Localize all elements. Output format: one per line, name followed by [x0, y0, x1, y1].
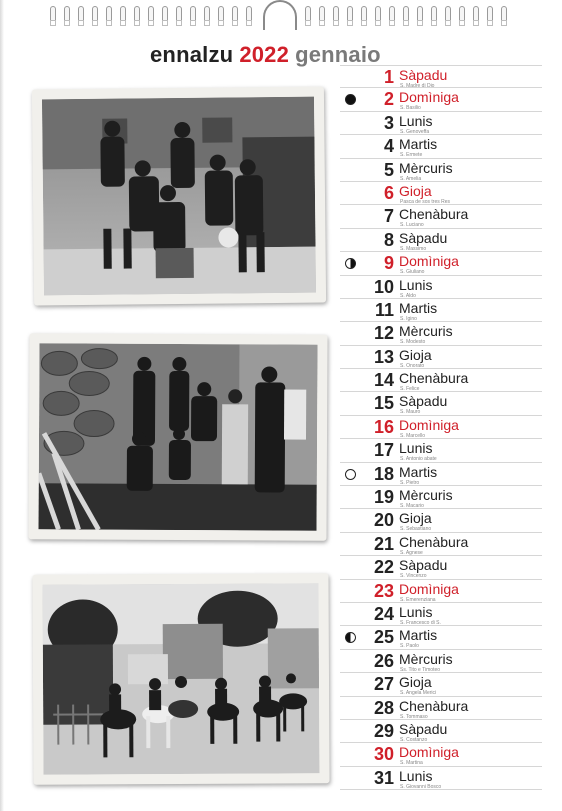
day-row — [340, 299, 542, 322]
day-number: 16 — [373, 416, 394, 437]
moon-phase-full-icon — [345, 469, 356, 480]
binding-hole — [417, 20, 423, 26]
day-number: 23 — [373, 580, 394, 601]
weekday-name: Domìniga — [399, 580, 459, 597]
saint-name: S. Basilio — [400, 105, 421, 112]
day-row — [340, 88, 542, 111]
day-row — [340, 252, 542, 275]
spiral-binding — [0, 0, 562, 40]
binding-hole — [162, 20, 168, 26]
day-row — [340, 276, 542, 299]
weekday-name: Mèrcuris — [399, 159, 453, 176]
binding-hole — [176, 20, 182, 26]
day-row — [340, 463, 542, 486]
hanger-hook-icon — [263, 0, 297, 30]
binding-hole — [487, 20, 493, 26]
moon-phase-last-icon — [345, 632, 356, 643]
saint-name: S. Francesco di S. — [400, 619, 441, 626]
day-number: 7 — [383, 206, 394, 227]
binding-hole — [501, 20, 507, 26]
day-number: 3 — [383, 112, 394, 133]
weekday-name: Martis — [399, 627, 438, 644]
saint-name: S. Marcello — [400, 432, 426, 439]
saint-name: S. Amelia — [400, 175, 422, 182]
binding-hole — [134, 20, 140, 26]
binding-hole — [319, 20, 325, 26]
saint-name: Ss. Tito e Timoteo — [400, 666, 441, 673]
saint-name: S. Pietro — [400, 479, 420, 486]
day-number: 15 — [373, 393, 394, 414]
day-number: 31 — [373, 767, 394, 788]
day-row — [340, 112, 542, 135]
day-row — [340, 486, 542, 509]
weekday-name: Lunis — [399, 767, 433, 784]
moon-phase-first-icon — [345, 258, 356, 269]
binding-hole — [218, 20, 224, 26]
day-row — [340, 533, 542, 556]
binding-hole — [106, 20, 112, 26]
binding-hole — [190, 20, 196, 26]
day-number: 24 — [373, 603, 394, 624]
day-row — [340, 65, 542, 88]
day-row — [340, 743, 542, 766]
saint-name: Pasca de sos tres Res — [400, 198, 451, 205]
day-row — [340, 556, 542, 579]
day-number: 25 — [373, 627, 394, 648]
day-number: 29 — [373, 720, 394, 741]
weekday-name: Lunis — [399, 440, 433, 457]
binding-hole — [445, 20, 451, 26]
saint-name: S. Costanzo — [400, 736, 428, 743]
binding-hole — [403, 20, 409, 26]
saint-name: S. Massimo — [400, 245, 427, 252]
weekday-name: Gioja — [399, 182, 432, 199]
day-row — [340, 697, 542, 720]
binding-hole — [64, 20, 70, 26]
binding-hole — [389, 20, 395, 26]
binding-hole — [92, 20, 98, 26]
family-photo — [28, 333, 327, 541]
saint-name: S. Emerenziana — [400, 596, 436, 603]
saint-name: S. Madre di Dio — [400, 83, 435, 89]
weekday-name: Chenàbura — [399, 697, 469, 714]
binding-hole — [459, 20, 465, 26]
day-number: 9 — [383, 253, 394, 274]
day-row — [340, 626, 542, 649]
day-number: 8 — [383, 229, 394, 250]
saint-name: S. Antonio abate — [400, 456, 437, 463]
binding-hole — [431, 20, 437, 26]
day-row — [340, 205, 542, 228]
saint-name: S. Genoveffa — [400, 128, 430, 135]
day-number: 19 — [373, 487, 394, 508]
day-number: 2 — [383, 89, 394, 110]
saint-name: S. Luciano — [400, 222, 424, 229]
day-number: 12 — [373, 323, 394, 344]
weekday-name: Gioja — [399, 346, 432, 363]
weekday-name: Sàpadu — [399, 67, 448, 83]
day-number: 4 — [383, 136, 394, 157]
saint-name: S. Modesto — [400, 339, 426, 346]
day-number: 10 — [373, 276, 394, 297]
day-number: 28 — [373, 697, 394, 718]
day-number: 13 — [373, 346, 394, 367]
day-row — [340, 767, 542, 790]
day-row — [340, 650, 542, 673]
day-row — [340, 673, 542, 696]
saint-name: S. Martina — [400, 760, 423, 767]
weekday-name: Chenàbura — [399, 370, 469, 387]
group-portrait-photo — [32, 86, 326, 305]
binding-hole — [333, 20, 339, 26]
day-number: 30 — [373, 744, 394, 765]
saint-name: S. Macario — [400, 503, 424, 510]
saint-name: S. Mauro — [400, 409, 421, 416]
day-row — [340, 135, 542, 158]
weekday-name: Gioja — [399, 510, 432, 527]
day-number: 27 — [373, 674, 394, 695]
day-row — [340, 159, 542, 182]
saint-name: S. Sebastiano — [400, 526, 432, 533]
saint-name: S. Igino — [400, 315, 417, 322]
day-number: 6 — [383, 182, 394, 203]
day-row — [340, 509, 542, 532]
weekday-name: Chenàbura — [399, 206, 469, 223]
day-number: 22 — [373, 557, 394, 578]
saint-name: S. Giuliano — [400, 269, 425, 276]
binding-hole — [347, 20, 353, 26]
day-number: 11 — [374, 299, 394, 320]
title-month: gennaio — [295, 42, 381, 67]
saint-name: S. Paolo — [400, 643, 419, 650]
weekday-name: Mèrcuris — [399, 323, 453, 340]
photo-icon — [42, 97, 316, 296]
binding-hole — [232, 20, 238, 26]
binding-hole — [148, 20, 154, 26]
title-year: 2022 — [239, 42, 290, 67]
day-number: 17 — [373, 440, 394, 461]
binding-hole — [120, 20, 126, 26]
day-row — [340, 392, 542, 415]
weekday-name: Sàpadu — [399, 393, 448, 410]
day-row — [340, 229, 542, 252]
weekday-name: Domìniga — [399, 416, 459, 433]
weekday-name: Mèrcuris — [399, 650, 453, 667]
photo-icon — [43, 583, 320, 774]
day-number: 26 — [373, 650, 394, 671]
weekday-name: Gioja — [399, 674, 432, 691]
day-row — [340, 182, 542, 205]
day-row — [340, 580, 542, 603]
day-row — [340, 369, 542, 392]
weekday-name: Sàpadu — [399, 229, 448, 246]
saint-name: S. Onorato — [400, 362, 425, 369]
day-row — [340, 346, 542, 369]
saint-name: S. Giovanni Bosco — [400, 783, 442, 790]
weekday-name: Martis — [399, 136, 438, 153]
weekday-name: Lunis — [399, 603, 433, 620]
saint-name: S. Angela Merici — [400, 690, 437, 697]
weekday-name: Domìniga — [399, 253, 459, 270]
day-number: 21 — [373, 533, 394, 554]
page-edge-shadow — [0, 0, 4, 811]
binding-hole — [375, 20, 381, 26]
saint-name: S. Felice — [400, 386, 420, 393]
day-row — [340, 603, 542, 626]
saint-name: S. Aldo — [400, 292, 416, 299]
title-word: ennalzu — [150, 42, 234, 67]
binding-hole — [246, 20, 252, 26]
weekday-name: Sàpadu — [399, 720, 448, 737]
moon-phase-new-icon — [345, 94, 356, 105]
weekday-name: Domìniga — [399, 744, 459, 761]
saint-name: S. Vincenzo — [400, 573, 427, 580]
day-row — [340, 720, 542, 743]
binding-hole — [473, 20, 479, 26]
binding-hole — [204, 20, 210, 26]
day-number: 14 — [373, 370, 394, 391]
day-row — [340, 439, 542, 462]
binding-hole — [361, 20, 367, 26]
photo-icon — [39, 343, 318, 530]
day-number: 20 — [373, 510, 394, 531]
binding-hole — [305, 20, 311, 26]
day-list — [340, 65, 542, 790]
saint-name: S. Agnese — [400, 549, 423, 556]
saint-name: S. Ermete — [400, 152, 423, 159]
weekday-name: Chenàbura — [399, 533, 469, 550]
day-number: 5 — [383, 159, 394, 180]
day-row — [340, 416, 542, 439]
weekday-name: Lunis — [399, 112, 433, 129]
day-row — [340, 322, 542, 345]
day-number: 18 — [373, 463, 394, 484]
weekday-name: Martis — [399, 299, 438, 316]
weekday-name: Sàpadu — [399, 557, 448, 574]
weekday-name: Lunis — [399, 276, 433, 293]
day-number: 1 — [383, 67, 394, 87]
binding-hole — [78, 20, 84, 26]
saint-name: S. Tommaso — [400, 713, 428, 720]
horse-riders-photo — [32, 573, 329, 785]
weekday-name: Domìniga — [399, 89, 459, 106]
weekday-name: Martis — [399, 463, 438, 480]
binding-hole — [50, 20, 56, 26]
weekday-name: Mèrcuris — [399, 487, 453, 504]
